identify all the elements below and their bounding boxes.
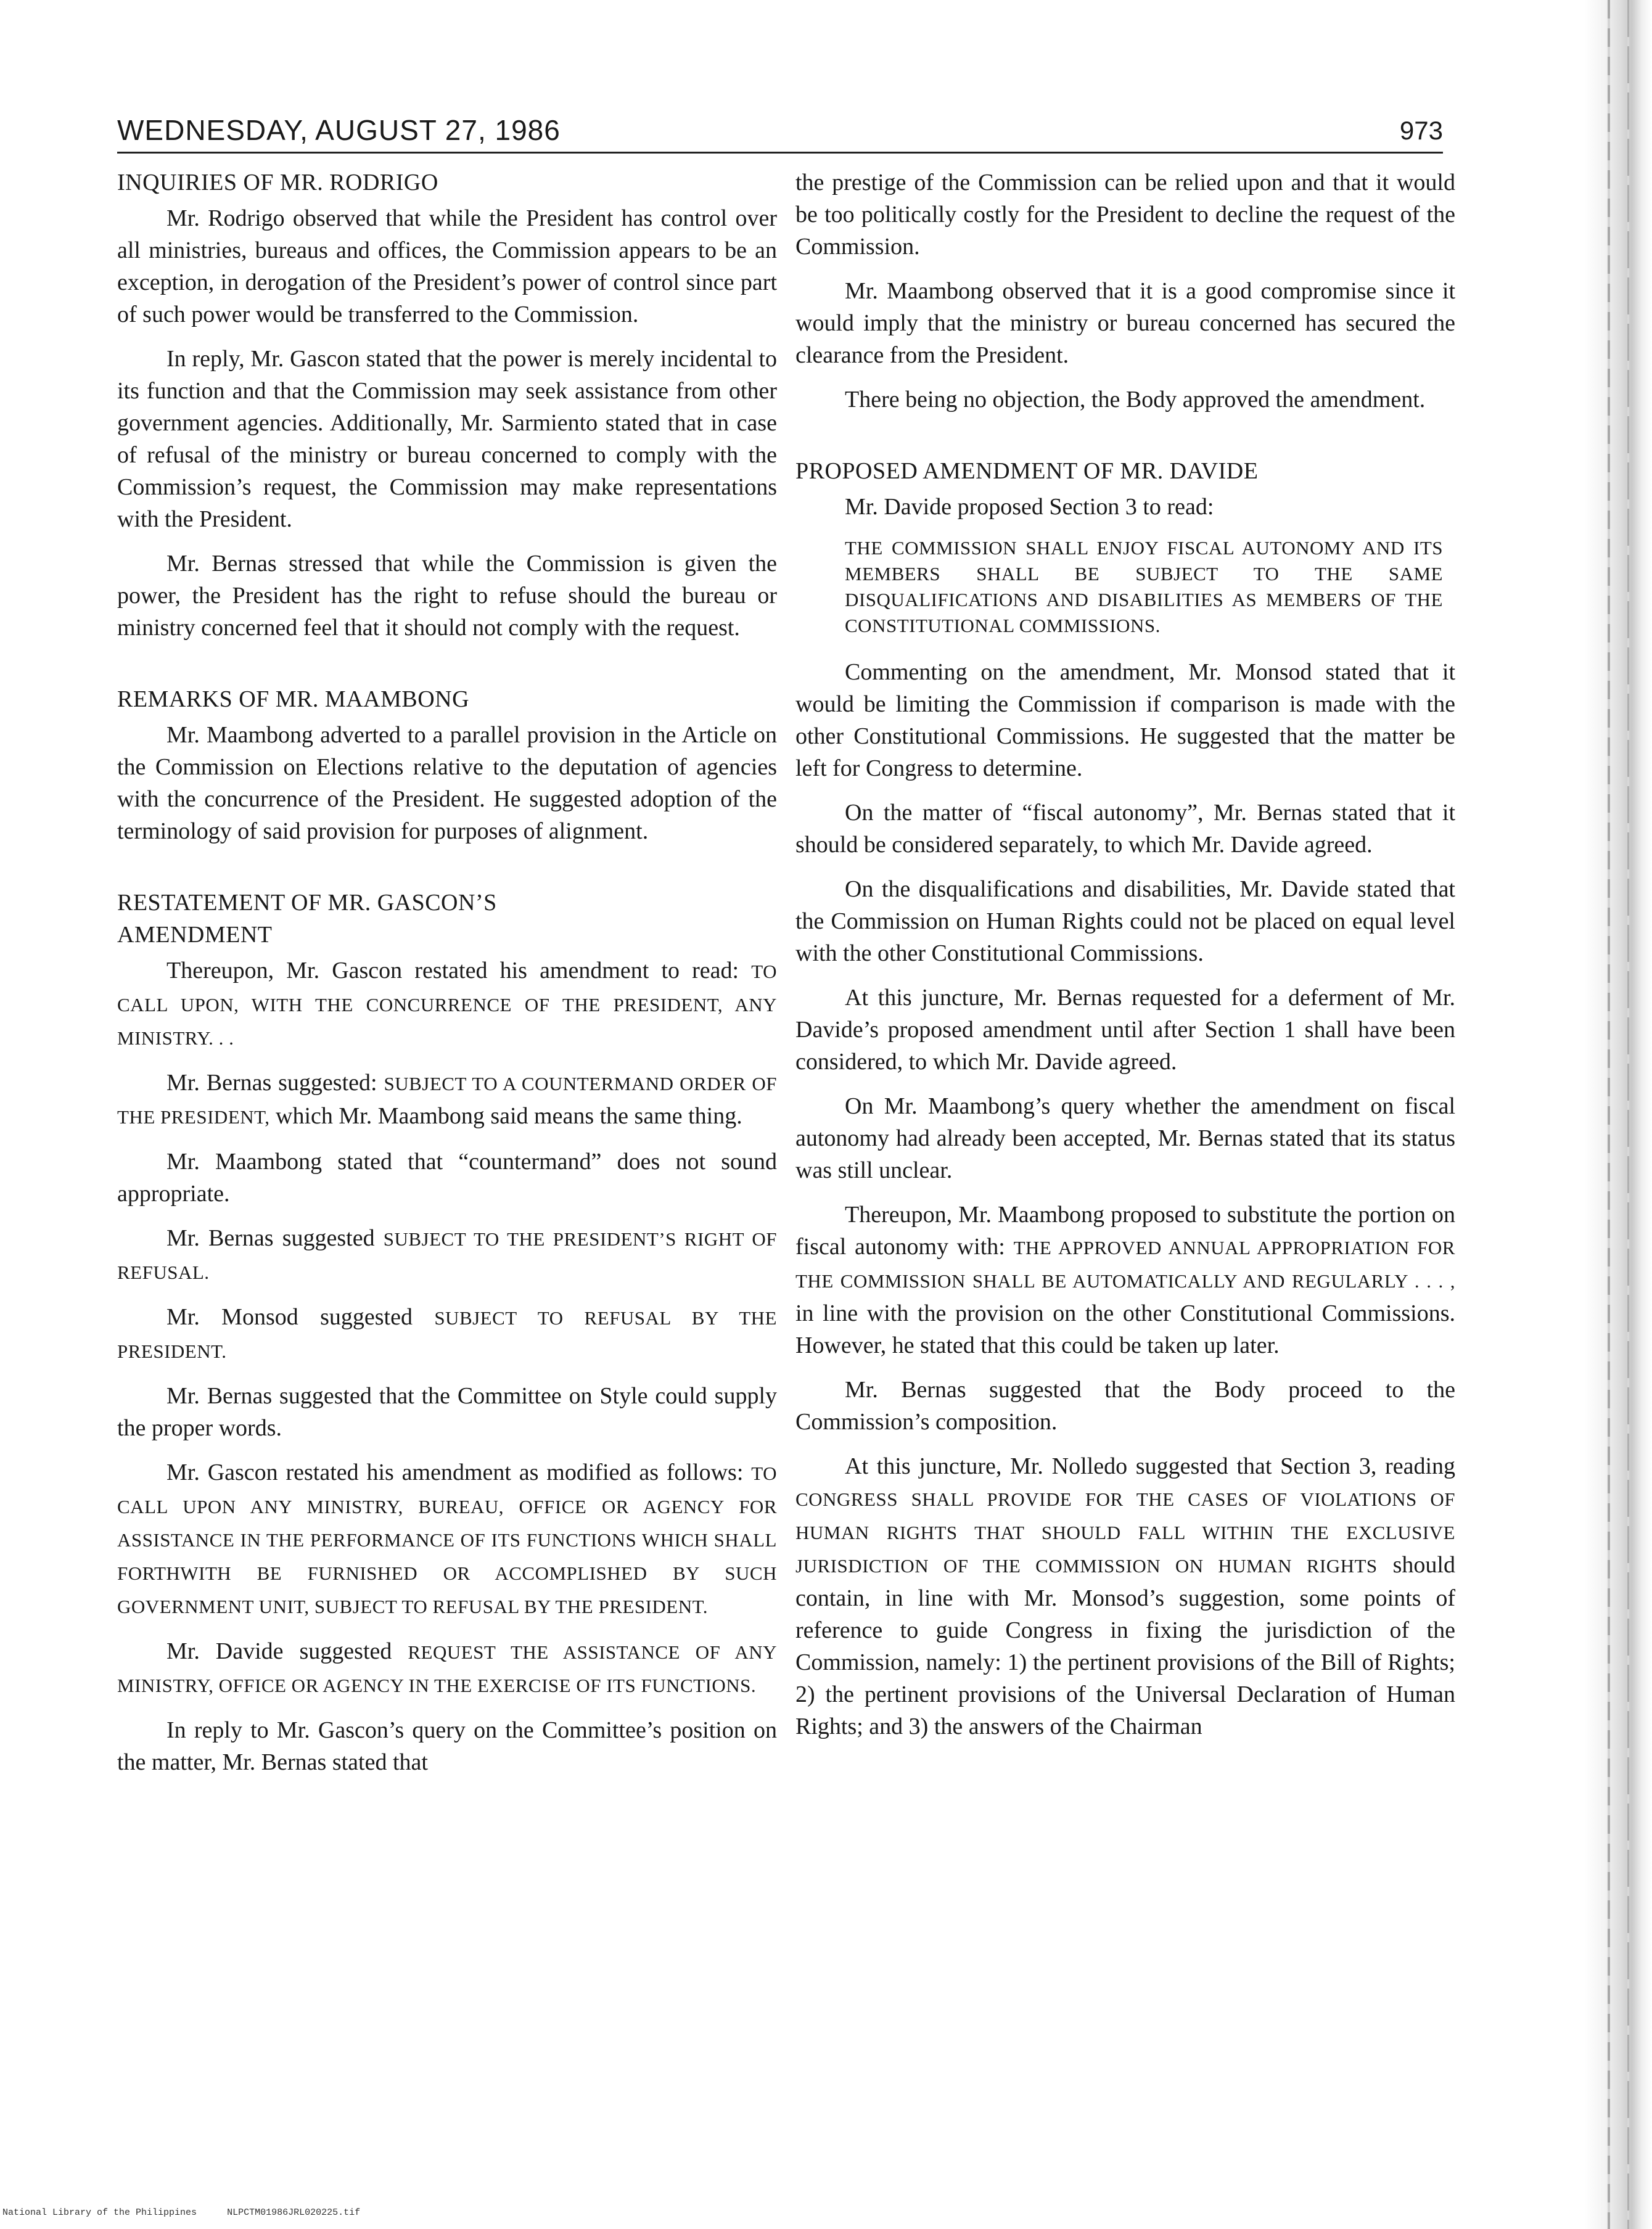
paragraph: Mr. Maambong stated that “countermand” does not sound appropriate. [117, 1149, 777, 1207]
section-heading: REMARKS OF MR. MAAMBONG [117, 686, 470, 712]
proposed-text-quote: THE COMMISSION SHALL ENJOY FISCAL AUTONOMY AND ITS MEMBERS SHALL BE SUBJECT TO THE SAME DISQUALIFICATIONS AND DISABILITIES AS MEMBERS OF THE CONSTITUTIONAL COMMISSIONS. [845, 537, 1443, 636]
paragraph: the prestige of the Commission can be relied upon and that it would be too politically costly for the President to decline the request of the Commission. [795, 170, 1455, 260]
paragraph: On the matter of “fiscal autonomy”, Mr. Bernas stated that it should be considered separately, to which Mr. Davide agreed. [795, 800, 1455, 858]
paragraph: At this juncture, Mr. Nolledo suggested that Section 3, reading CONGRESS SHALL PROVIDE FOR THE CASES OF VIOLATIONS OF HUMAN RIGHTS THAT SHOULD FALL WITHIN THE EXCLUSIVE JURISDICTION OF THE COMMISSION ON HUMAN RIGHTS should contain, in line with Mr. Monsod’s suggestion, some points of reference to guide Congress in fixing the jurisdiction of the Commission, namely: 1) the pertinent provisions of the Bill of Rights; 2) the pertinent provisions of the Universal Declaration of Human Rights; and 3) the answers of the Chairman [795, 1453, 1455, 1739]
paragraph: Thereupon, Mr. Gascon restated his amendment to read: TO CALL UPON, WITH THE CONCURRENCE OF THE PRESIDENT, ANY MINISTRY. . . [117, 958, 778, 1049]
paragraph: Mr. Rodrigo observed that while the President has control over all ministries, bureaus and offices, the Commission appears to be an exception, in derogation of the President’s power of control since part of such power would be transferred to the Commission. [117, 205, 777, 327]
paragraph: On Mr. Maambong’s query whether the amendment on fiscal autonomy had already been accepted, Mr. Bernas stated that its status was still unclear. [795, 1093, 1455, 1183]
running-header [117, 109, 1443, 154]
section-heading: AMENDMENT [117, 922, 273, 948]
paragraph: Mr. Bernas suggested: SUBJECT TO A COUNTERMAND ORDER OF THE PRESIDENT, which Mr. Maambong said means the same thing. [117, 1070, 777, 1129]
paragraph: Mr. Monsod suggested SUBJECT TO REFUSAL BY THE PRESIDENT. [117, 1304, 777, 1362]
spacer [117, 860, 777, 887]
paragraph: At this juncture, Mr. Bernas requested for a deferment of Mr. Davide’s proposed amendment until after Section 1 shall have been considered, to which Mr. Davide agreed. [795, 985, 1455, 1075]
paragraph: Thereupon, Mr. Maambong proposed to substitute the portion on fiscal autonomy with: THE APPROVED ANNUAL APPROPRIATION FOR THE COMMISSION SHALL BE AUTOMATICALLY AND REGULARLY . . . , in line with the provision on the other Constitutional Commissions. However, he stated that this could be taken up later. [795, 1202, 1455, 1358]
paragraph: Commenting on the amendment, Mr. Monsod stated that it would be limiting the Commission if comparison is made with the other Constitutional Commissions. He suggested that the matter be left for Congress to determine. [795, 659, 1455, 781]
paragraph: On the disqualifications and disabilities, Mr. Davide stated that the Commission on Human Rights could not be placed on equal level with the other Constitutional Commissions. [795, 876, 1455, 966]
paragraph: Mr. Gascon restated his amendment as modified as follows: TO CALL UPON ANY MINISTRY, BUREAU, OFFICE OR AGENCY FOR ASSISTANCE IN THE PERFORMANCE OF ITS FUNCTIONS WHICH SHALL FORTHWITH BE FURNISHED OR ACCOMPLISHED BY SUCH GOVERNMENT UNIT, SUBJECT TO REFUSAL BY THE PRESIDENT. [117, 1459, 777, 1617]
paragraph: In reply, Mr. Gascon stated that the power is merely incidental to its function and that the Commission may seek assistance from other government agencies. Additionally, Mr. Sarmiento stated that in case of refusal of the ministry or bureau concerned to comply with the Commission’s request, the Commission may make representations with the President. [117, 346, 777, 532]
paragraph: There being no objection, the Body approved the amendment. [845, 387, 1426, 413]
paragraph: Mr. Bernas suggested that the Committee on Style could supply the proper words. [117, 1383, 777, 1441]
paragraph: Mr. Davide proposed Section 3 to read: [845, 494, 1214, 520]
spacer [795, 428, 1455, 455]
paragraph: Mr. Maambong observed that it is a good compromise since it would imply that the ministry or bureau concerned has secured the clearance from the President. [795, 278, 1455, 368]
paragraph: Mr. Maambong adverted to a parallel provision in the Article on the Commission on Elections relative to the deputation of agencies with the concurrence of the President. He suggested adoption of the terminology of said provision for purposes of alignment. [117, 722, 777, 844]
section-heading: RESTATEMENT OF MR. GASCON’S [117, 890, 497, 916]
scan-footer [2, 2207, 385, 2218]
section-heading: PROPOSED AMENDMENT OF MR. DAVIDE [795, 458, 1259, 484]
paragraph: In reply to Mr. Gascon’s query on the Committee’s position on the matter, Mr. Bernas stated that [117, 1717, 777, 1775]
paragraph: Mr. Bernas stressed that while the Commission is given the power, the President has the right to refuse should the bureau or ministry concerned feel that it should not comply with the request. [117, 551, 777, 641]
spacer [117, 656, 777, 683]
left-column [117, 166, 777, 1791]
paragraph: Mr. Bernas suggested that the Body proceed to the Commission’s composition. [795, 1377, 1455, 1435]
right-column [795, 166, 1455, 1755]
scan-filename: NLPCTM01986JRL020225.tif [227, 2207, 361, 2218]
section-heading: INQUIRIES OF MR. RODRIGO [117, 170, 438, 195]
header-date: WEDNESDAY, AUGUST 27, 1986 [117, 114, 561, 146]
library-credit: National Library of the Philippines [2, 2207, 197, 2218]
page-edge-shadow [1584, 0, 1652, 2229]
page-number: 973 [1399, 116, 1443, 145]
paragraph: Mr. Bernas suggested SUBJECT TO THE PRESIDENT’S RIGHT OF REFUSAL. [117, 1225, 778, 1283]
paragraph: Mr. Davide suggested REQUEST THE ASSISTANCE OF ANY MINISTRY, OFFICE OR AGENCY IN THE EXERCISE OF ITS FUNCTIONS. [117, 1638, 778, 1696]
